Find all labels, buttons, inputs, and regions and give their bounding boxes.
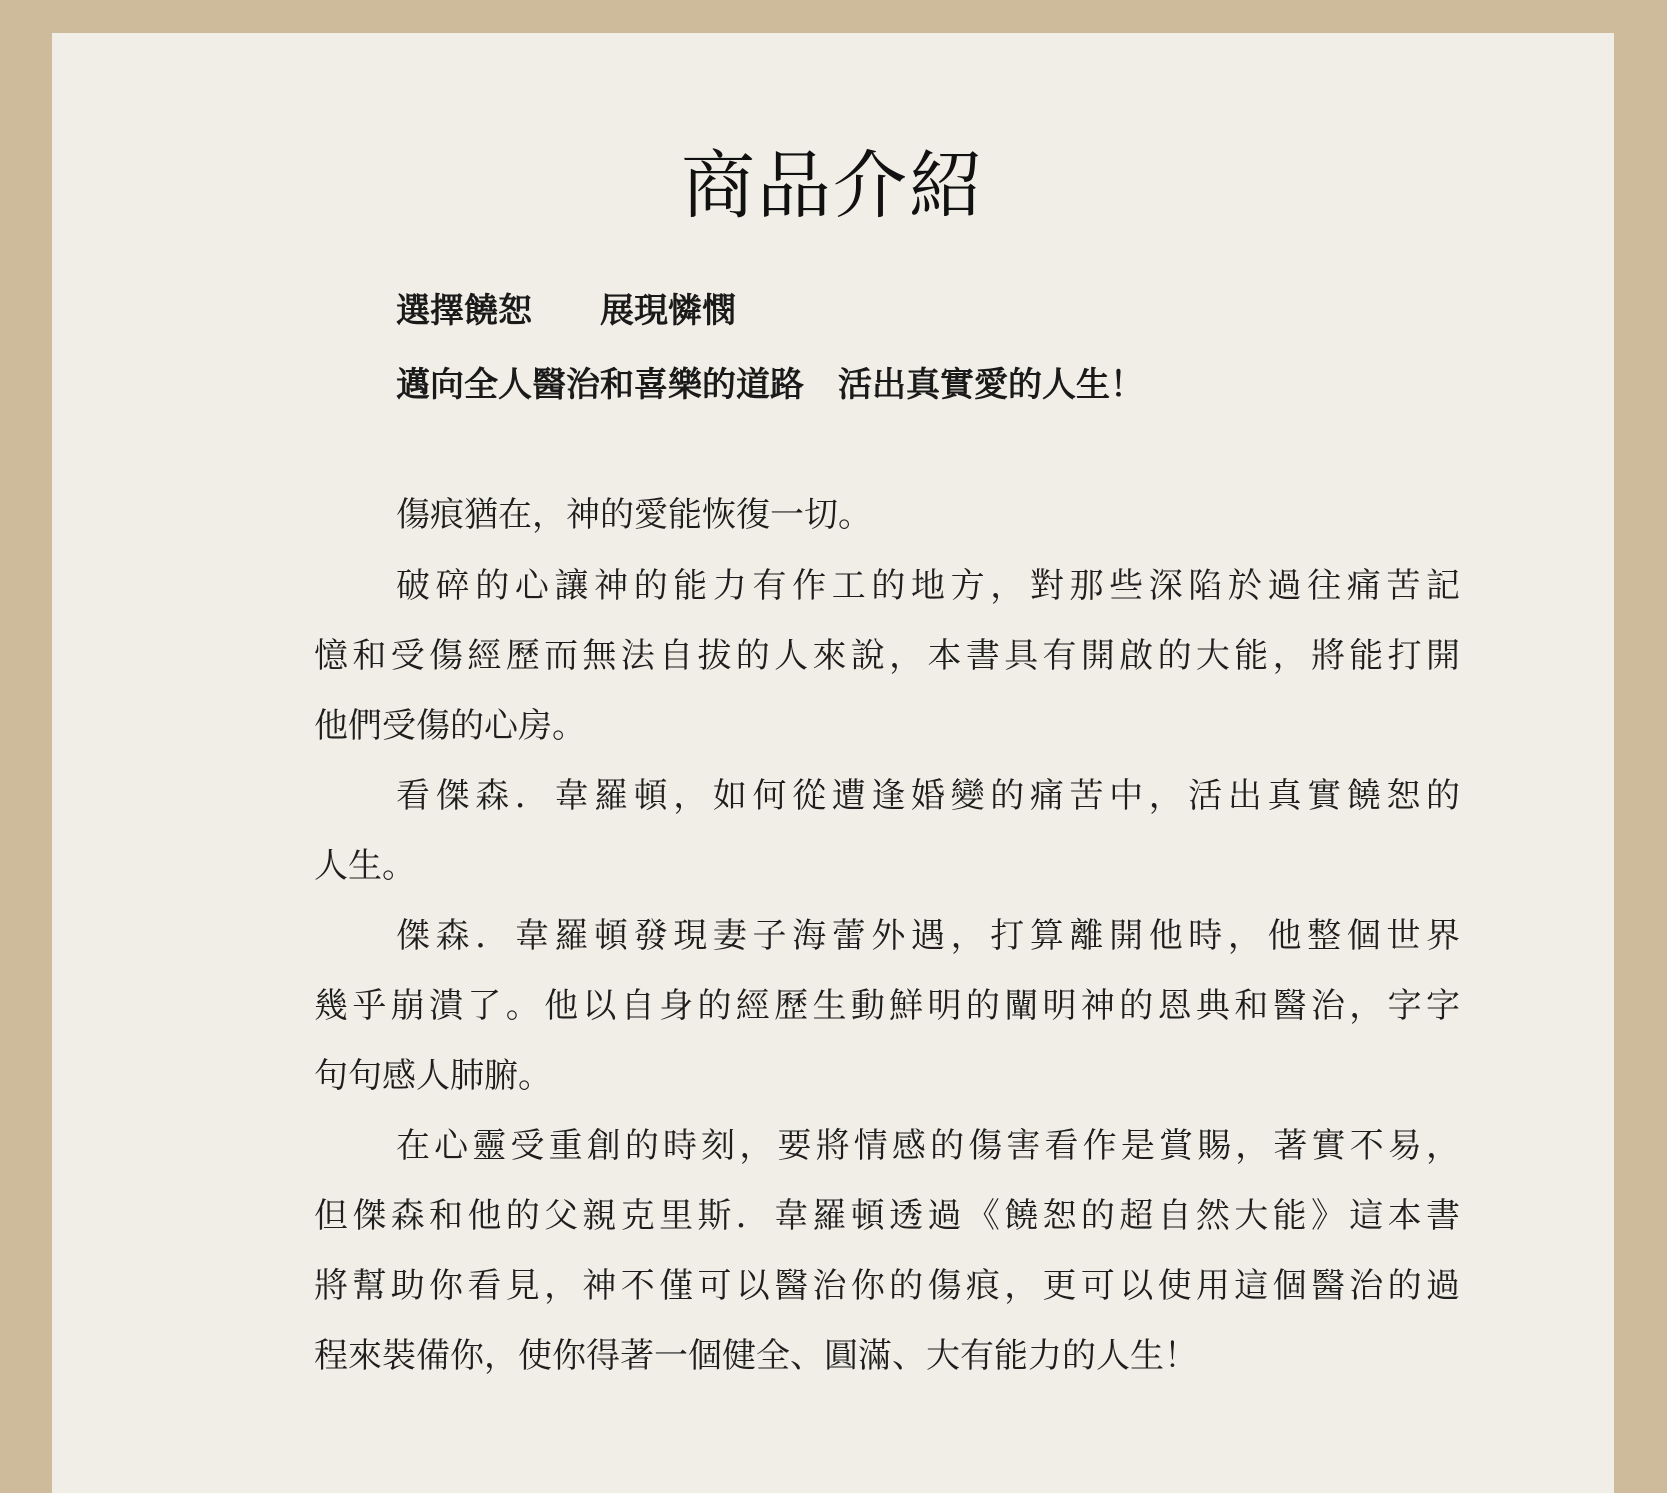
paragraph-line: 在心靈受重創的時刻，要將情感的傷害看作是賞賜，著實不易，: [396, 1126, 1460, 1166]
paragraph-line: 但傑森和他的父親克里斯．韋羅頓透過《饒恕的超自然大能》這本書: [314, 1196, 1460, 1236]
product-intro-panel: [52, 33, 1614, 1493]
paragraph-line: 傑森．韋羅頓發現妻子海蕾外遇，打算離開他時，他整個世界: [396, 916, 1460, 956]
tagline-healing-joy: 邁向全人醫治和喜樂的道路 活出真實愛的人生！: [396, 365, 1144, 405]
paragraph-line: 程來裝備你，使你得著一個健全、圓滿、大有能力的人生！: [314, 1336, 1198, 1376]
paragraph-line: 人生。: [314, 846, 416, 886]
paragraph-line: 幾乎崩潰了。他以自身的經歷生動鮮明的闡明神的恩典和醫治，字字: [314, 986, 1460, 1026]
paragraph-line: 破碎的心讓神的能力有作工的地方，對那些深陷於過往痛苦記: [396, 566, 1460, 606]
paragraph-line: 句句感人肺腑。: [314, 1056, 552, 1096]
tagline-forgive-compassion: 選擇饒恕 展現憐憫: [396, 291, 736, 331]
paragraph-line: 憶和受傷經歷而無法自拔的人來說，本書具有開啟的大能，將能打開: [314, 636, 1460, 676]
paragraph-line: 看傑森．韋羅頓，如何從遭逢婚變的痛苦中，活出真實饒恕的: [396, 776, 1460, 816]
paragraph-line: 他們受傷的心房。: [314, 706, 586, 746]
paragraph-line: 傷痕猶在，神的愛能恢復一切。: [396, 495, 872, 535]
page-title: 商品介紹: [681, 143, 985, 229]
paragraph-line: 將幫助你看見，神不僅可以醫治你的傷痕，更可以使用這個醫治的過: [314, 1266, 1460, 1306]
